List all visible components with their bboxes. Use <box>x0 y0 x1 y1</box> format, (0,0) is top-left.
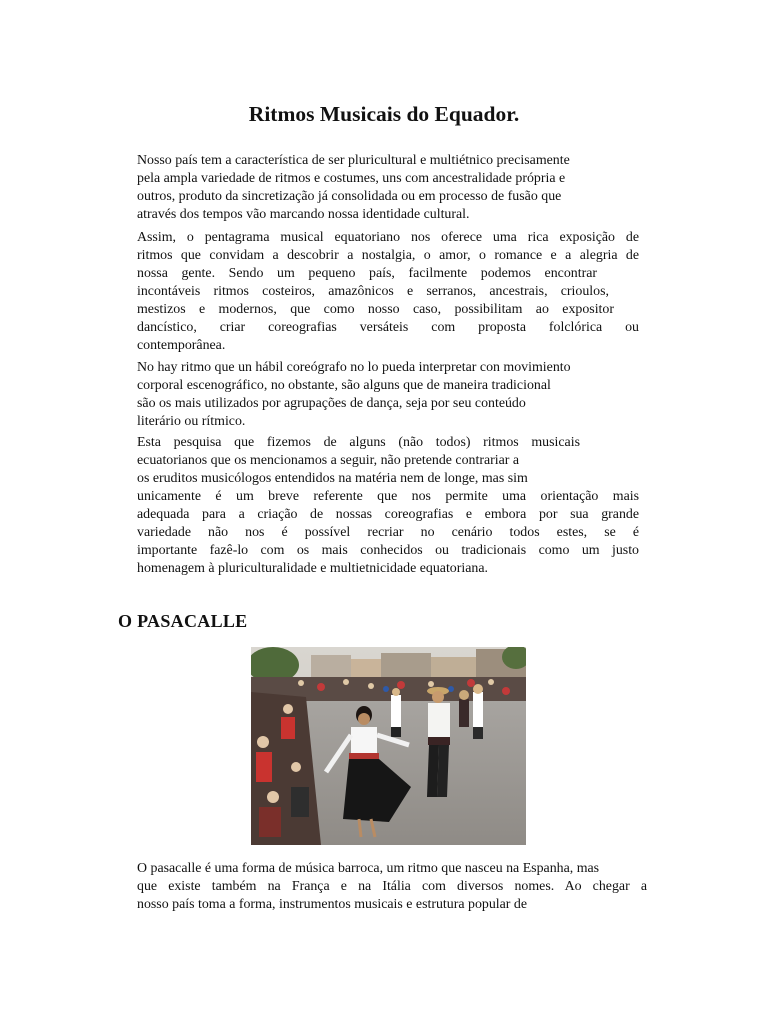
text-line: O pasacalle é uma forma de música barroca, um ritmo que nasceu na Espanha, mas <box>137 861 600 876</box>
paragraph-pentagrama <box>137 229 639 355</box>
text-line: Assim, o pentagrama musical equatoriano nos oferece uma rica exposição de <box>137 230 639 245</box>
text-line: nossa gente. Sendo um pequeno país, facilmente podemos encontrar <box>137 266 597 281</box>
text-line: outros, produto da sincretização já consolidada ou em processo de fusão que <box>137 189 562 204</box>
paragraph-intro <box>137 152 639 224</box>
section-heading: O PASACALLE <box>118 611 248 631</box>
text-line: ecuatorianos que os mencionamos a seguir, não pretende contrariar a <box>137 453 520 468</box>
text-line: homenagem à pluriculturalidade e multietnicidade equatoriana. <box>137 561 488 576</box>
paragraph-coreografo <box>137 359 639 431</box>
text-line: contemporânea. <box>137 338 226 353</box>
paragraph-pesquisa <box>137 434 639 578</box>
text-line: nosso país toma a forma, instrumentos musicais e estrutura popular de <box>137 897 528 912</box>
text-line: corporal escenográfico, no obstante, são alguns que de maneira tradicional <box>137 378 551 393</box>
document-title: Ritmos Musicais do Equador. <box>248 102 520 126</box>
text-line: são os mais utilizados por agrupações de dança, seja por seu conteúdo <box>137 396 526 411</box>
text-line: dancístico, criar coreografias versáteis com proposta folclórica ou <box>137 320 639 335</box>
text-line: importante fazê-lo com os mais conhecidos ou tradicionais como um justo <box>137 543 639 558</box>
text-line: os eruditos musicólogos entendidos na matéria nem de longe, mas sim <box>137 471 528 486</box>
paragraph-pasacalle <box>137 860 647 914</box>
text-line: pela ampla variedade de ritmos e costumes, uns com ancestralidade própria e <box>137 171 566 186</box>
text-line: ritmos que convidam a descobrir a nostalgia, o amor, o romance e a alegria de <box>137 248 639 263</box>
text-line: No hay ritmo que un hábil coreógrafo no lo pueda interpretar con movimiento <box>137 360 571 375</box>
text-line: literário ou rítmico. <box>137 414 246 429</box>
text-line: mestizos e modernos, que como nosso caso, possibilitam ao expositor <box>137 302 614 317</box>
text-line: Nosso país tem a característica de ser pluricultural e multiétnico precisamente <box>137 153 570 168</box>
text-line: variedade não nos é possível recriar no cenário todos estes, se é <box>137 525 639 540</box>
text-line: que existe também na França e na Itália com diversos nomes. Ao chegar a <box>137 879 647 894</box>
text-line: incontáveis ritmos costeiros, amazônicos e serranos, ancestrais, crioulos, <box>137 284 609 299</box>
text-line: Esta pesquisa que fizemos de alguns (não todos) ritmos musicais <box>137 435 580 450</box>
dance-photo <box>251 647 526 845</box>
text-line: adequada para a criação de nossas coreografias e embora por sua grande <box>137 507 639 522</box>
text-line: através dos tempos vão marcando nossa identidade cultural. <box>137 207 470 222</box>
text-line: unicamente é um breve referente que nos permite uma orientação mais <box>137 489 639 504</box>
